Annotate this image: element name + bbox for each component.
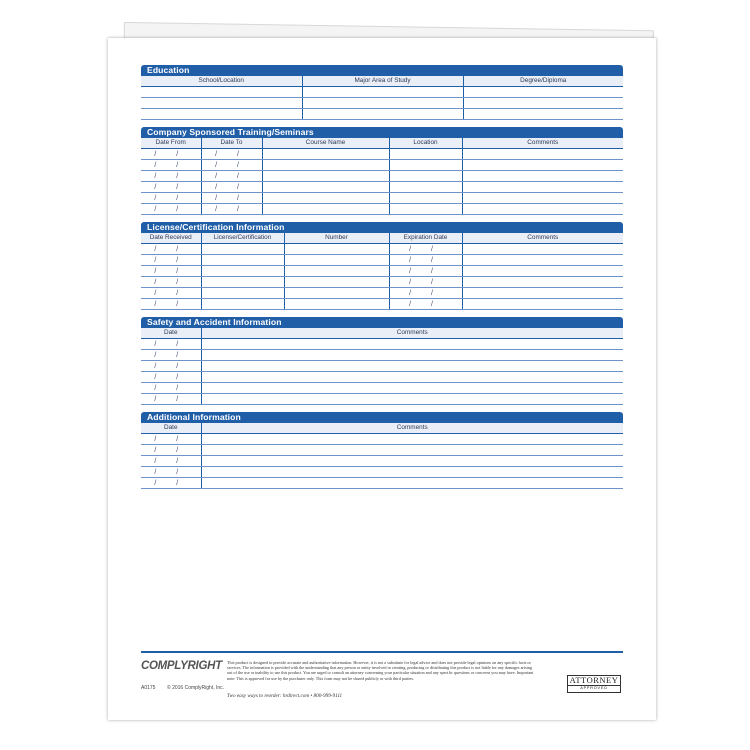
entry-field[interactable] — [201, 372, 623, 383]
form-row — [141, 394, 623, 405]
entry-field[interactable] — [262, 171, 389, 182]
form-page — [108, 38, 656, 720]
date-field[interactable] — [389, 255, 462, 266]
date-field[interactable] — [201, 160, 262, 171]
date-field[interactable] — [141, 394, 201, 405]
date-field[interactable] — [141, 266, 201, 277]
entry-field[interactable] — [389, 182, 462, 193]
additional-section — [141, 412, 623, 489]
training-table — [141, 138, 623, 215]
form-row — [141, 255, 623, 266]
entry-field[interactable] — [462, 277, 623, 288]
form-row — [141, 193, 623, 204]
entry-field[interactable] — [201, 361, 623, 372]
item-number: A0175 — [141, 685, 156, 691]
date-slashes: / / — [154, 351, 188, 359]
badge-top: ATTORNEY — [569, 675, 619, 685]
license-section — [141, 222, 623, 310]
form-row — [141, 277, 623, 288]
form-row — [141, 434, 623, 445]
column-header: Major Area of Study — [302, 76, 463, 87]
date-slashes: / / — [409, 245, 442, 253]
column-header: School/Location — [141, 76, 302, 87]
section-title: Education — [141, 65, 623, 76]
entry-field[interactable] — [201, 277, 284, 288]
entry-field[interactable] — [201, 383, 623, 394]
form-row — [141, 478, 623, 489]
footer — [141, 660, 623, 710]
license-table — [141, 233, 623, 310]
entry-field[interactable] — [201, 478, 623, 489]
date-field[interactable] — [141, 383, 201, 394]
column-header: Date Received — [141, 233, 201, 244]
column-header: Number — [284, 233, 389, 244]
entry-field[interactable] — [201, 434, 623, 445]
entry-field[interactable] — [201, 288, 284, 299]
entry-field[interactable] — [389, 204, 462, 215]
entry-field[interactable] — [462, 160, 623, 171]
date-field[interactable] — [201, 149, 262, 160]
entry-field[interactable] — [201, 445, 623, 456]
column-header: Expiration Date — [389, 233, 462, 244]
column-header: Course Name — [262, 138, 389, 149]
date-field[interactable] — [141, 456, 201, 467]
entry-field[interactable] — [462, 171, 623, 182]
entry-field[interactable] — [262, 204, 389, 215]
date-field[interactable] — [141, 244, 201, 255]
form-row — [141, 160, 623, 171]
entry-field[interactable] — [201, 266, 284, 277]
form-row — [141, 339, 623, 350]
column-header: Comments — [462, 233, 623, 244]
date-field[interactable] — [141, 478, 201, 489]
column-header: Date From — [141, 138, 201, 149]
entry-field[interactable] — [462, 149, 623, 160]
entry-field[interactable] — [201, 394, 623, 405]
entry-field[interactable] — [262, 160, 389, 171]
date-slashes: / / — [215, 172, 248, 180]
entry-field[interactable] — [284, 288, 389, 299]
date-slashes: / / — [215, 205, 248, 213]
date-field[interactable] — [389, 277, 462, 288]
date-slashes: / / — [154, 362, 188, 370]
entry-field[interactable] — [389, 160, 462, 171]
entry-field[interactable] — [462, 204, 623, 215]
entry-field[interactable] — [302, 98, 463, 109]
date-slashes: / / — [154, 340, 188, 348]
attorney-approved-badge — [567, 675, 621, 693]
entry-field[interactable] — [302, 87, 463, 98]
date-slashes: / / — [154, 435, 188, 443]
form-row — [141, 361, 623, 372]
reorder-info: Two easy ways to reorder: hrdirect.com • 800-999-9111 — [227, 693, 343, 699]
column-header: Comments — [201, 423, 623, 434]
entry-field[interactable] — [284, 299, 389, 310]
date-field[interactable] — [141, 255, 201, 266]
date-slashes: / / — [154, 457, 188, 465]
date-slashes: / / — [215, 150, 248, 158]
date-field[interactable] — [389, 244, 462, 255]
form-row — [141, 383, 623, 394]
entry-field[interactable] — [262, 193, 389, 204]
date-field[interactable] — [141, 288, 201, 299]
date-field[interactable] — [141, 193, 201, 204]
entry-field[interactable] — [389, 149, 462, 160]
entry-field[interactable] — [302, 109, 463, 120]
safety-section — [141, 317, 623, 405]
date-slashes: / / — [154, 205, 188, 213]
entry-field[interactable] — [262, 182, 389, 193]
date-field[interactable] — [201, 182, 262, 193]
date-slashes: / / — [154, 468, 188, 476]
date-field[interactable] — [141, 277, 201, 288]
additional-table — [141, 423, 623, 489]
education-section — [141, 65, 623, 120]
entry-field[interactable] — [462, 288, 623, 299]
entry-field[interactable] — [462, 255, 623, 266]
entry-field[interactable] — [462, 182, 623, 193]
bottom-rule — [141, 651, 623, 653]
entry-field[interactable] — [201, 244, 284, 255]
safety-table — [141, 328, 623, 405]
entry-field[interactable] — [201, 339, 623, 350]
date-slashes: / / — [154, 278, 188, 286]
form-row — [141, 171, 623, 182]
date-slashes: / / — [154, 150, 188, 158]
date-field[interactable] — [201, 171, 262, 182]
training-section — [141, 127, 623, 215]
entry-field[interactable] — [201, 299, 284, 310]
date-field[interactable] — [389, 299, 462, 310]
date-slashes: / / — [409, 256, 442, 264]
form-row — [141, 98, 623, 109]
date-slashes: / / — [409, 289, 442, 297]
date-slashes: / / — [154, 161, 188, 169]
form-row — [141, 109, 623, 120]
date-field[interactable] — [141, 171, 201, 182]
column-header: Location — [389, 138, 462, 149]
column-header: Date To — [201, 138, 262, 149]
date-slashes: / / — [154, 373, 188, 381]
complyright-logo: COMPLYRIGHT — [141, 660, 222, 672]
entry-field[interactable] — [389, 171, 462, 182]
legal-disclaimer: This product is designed to provide accurate and authoritative information. However, it is not a substitute for legal advice and does not provide legal opinions on any specific facts or services. The information is provided with the understanding that any person or entity involved in creating, producing or distributing this product is not liable for any damages arising out of the use or inability to use this product. You are urged to consult an attorney concerning your particular situation and any specific questions or concerns you may have. Important note: This is approved for use by the purchaser only. This form may not be shared publicly or with third parties. — [227, 660, 534, 681]
entry-field[interactable] — [262, 149, 389, 160]
date-slashes: / / — [154, 172, 188, 180]
date-slashes: / / — [154, 289, 188, 297]
date-slashes: / / — [154, 300, 188, 308]
form-row — [141, 456, 623, 467]
entry-field[interactable] — [201, 467, 623, 478]
entry-field[interactable] — [463, 109, 623, 120]
form-row — [141, 266, 623, 277]
entry-field[interactable] — [141, 98, 302, 109]
date-field[interactable] — [141, 182, 201, 193]
date-slashes: / / — [154, 446, 188, 454]
date-field[interactable] — [141, 372, 201, 383]
date-field[interactable] — [141, 204, 201, 215]
column-header: Comments — [201, 328, 623, 339]
date-field[interactable] — [389, 288, 462, 299]
date-field[interactable] — [141, 149, 201, 160]
column-header: Date — [141, 423, 201, 434]
date-slashes: / / — [409, 267, 442, 275]
form-row — [141, 87, 623, 98]
form-row — [141, 467, 623, 478]
section-title: Safety and Accident Information — [141, 317, 623, 328]
date-field[interactable] — [141, 445, 201, 456]
date-slashes: / / — [154, 245, 188, 253]
date-slashes: / / — [154, 395, 188, 403]
entry-field[interactable] — [284, 266, 389, 277]
entry-field[interactable] — [201, 350, 623, 361]
date-slashes: / / — [154, 384, 188, 392]
date-field[interactable] — [141, 467, 201, 478]
entry-field[interactable] — [141, 87, 302, 98]
form-row — [141, 299, 623, 310]
badge-bottom: APPROVED — [568, 685, 620, 691]
section-title: Additional Information — [141, 412, 623, 423]
entry-field[interactable] — [462, 193, 623, 204]
column-header: License/Certification — [201, 233, 284, 244]
form-row — [141, 445, 623, 456]
date-field[interactable] — [141, 361, 201, 372]
entry-field[interactable] — [463, 87, 623, 98]
form-body — [141, 65, 623, 489]
date-field[interactable] — [141, 350, 201, 361]
entry-field[interactable] — [201, 456, 623, 467]
form-row — [141, 149, 623, 160]
form-row — [141, 244, 623, 255]
date-field[interactable] — [141, 299, 201, 310]
date-field[interactable] — [201, 204, 262, 215]
date-field[interactable] — [141, 339, 201, 350]
form-row — [141, 372, 623, 383]
date-slashes: / / — [154, 194, 188, 202]
date-slashes: / / — [409, 300, 442, 308]
entry-field[interactable] — [462, 299, 623, 310]
date-slashes: / / — [154, 479, 188, 487]
entry-field[interactable] — [463, 98, 623, 109]
entry-field[interactable] — [284, 277, 389, 288]
form-row — [141, 350, 623, 361]
entry-field[interactable] — [141, 109, 302, 120]
date-slashes: / / — [154, 183, 188, 191]
education-table — [141, 76, 623, 120]
section-title: License/Certification Information — [141, 222, 623, 233]
column-header: Comments — [462, 138, 623, 149]
date-field[interactable] — [141, 160, 201, 171]
entry-field[interactable] — [462, 244, 623, 255]
date-slashes: / / — [215, 194, 248, 202]
form-row — [141, 204, 623, 215]
form-row — [141, 288, 623, 299]
entry-field[interactable] — [284, 255, 389, 266]
section-title: Company Sponsored Training/Seminars — [141, 127, 623, 138]
copyright: © 2016 ComplyRight, Inc. — [167, 685, 225, 691]
entry-field[interactable] — [462, 266, 623, 277]
date-field[interactable] — [389, 266, 462, 277]
date-slashes: / / — [215, 161, 248, 169]
entry-field[interactable] — [284, 244, 389, 255]
entry-field[interactable] — [201, 255, 284, 266]
date-field[interactable] — [201, 193, 262, 204]
form-row — [141, 182, 623, 193]
date-slashes: / / — [154, 267, 188, 275]
column-header: Degree/Diploma — [463, 76, 623, 87]
date-slashes: / / — [409, 278, 442, 286]
column-header: Date — [141, 328, 201, 339]
date-field[interactable] — [141, 434, 201, 445]
entry-field[interactable] — [389, 193, 462, 204]
date-slashes: / / — [154, 256, 188, 264]
date-slashes: / / — [215, 183, 248, 191]
